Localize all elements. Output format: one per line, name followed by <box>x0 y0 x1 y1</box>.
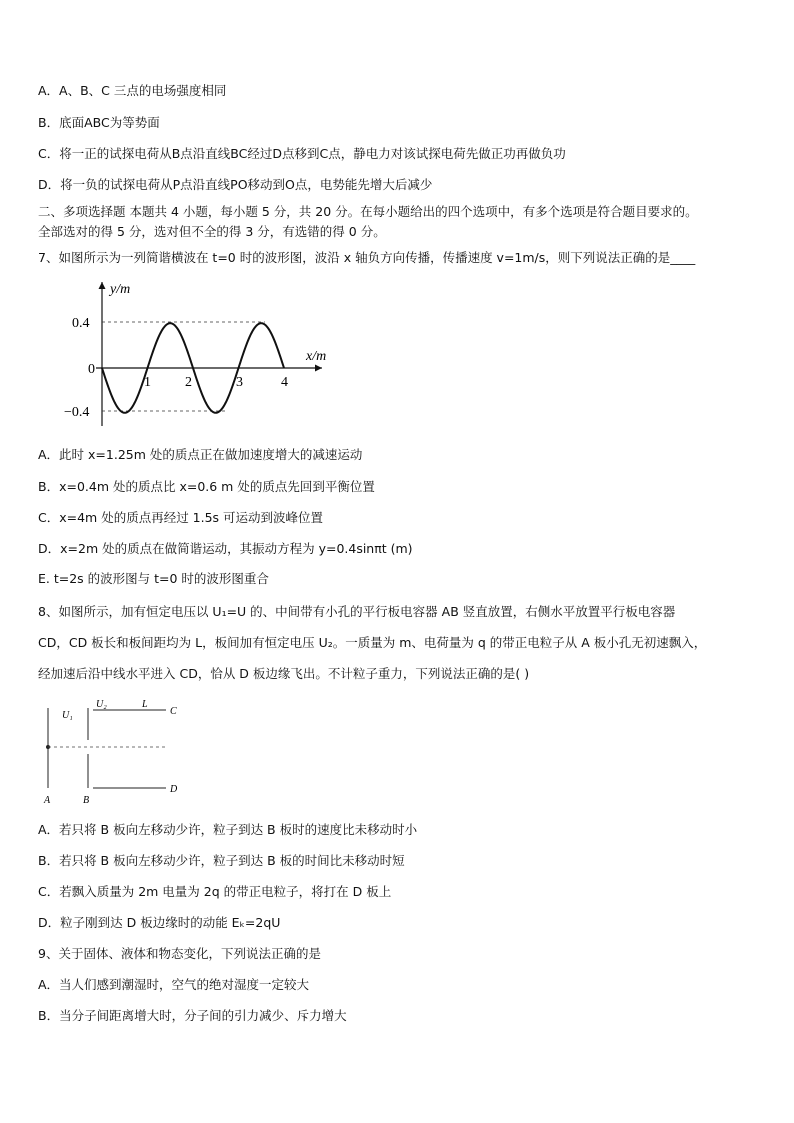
q6-option-d: D．将一负的试探电荷从P点沿直线PO移动到O点，电势能先增大后减少 <box>38 177 433 192</box>
q9-option-a: A．当人们感到潮湿时，空气的绝对湿度一定较大 <box>38 977 310 992</box>
x-tick-2: 2 <box>185 375 192 390</box>
label-a: A <box>44 795 51 806</box>
capacitor-figure <box>38 700 198 810</box>
x-axis-label: x/m <box>306 349 327 364</box>
q6-option-a: A．A、B、C 三点的电场强度相同 <box>38 83 227 98</box>
q6-option-c: C．将一正的试探电荷从B点沿直线BC经过D点移到C点，静电力对该试探电荷先做正功再做负功 <box>38 146 566 161</box>
q7-stem: 7、如图所示为一列简谐横波在 t=0 时的波形图，波沿 x 轴负方向传播，传播速度 v=1m/s，则下列说法正确的是____ <box>38 250 696 265</box>
x-tick-1: 1 <box>144 375 151 390</box>
q8-stem-line3: 经加速后沿中线水平进入 CD，恰从 D 板边缘飞出。不计粒子重力，下列说法正确的是( ) <box>38 666 530 681</box>
q8-option-c: C．若飘入质量为 2m 电量为 2q 的带正电粒子，将打在 D 板上 <box>38 884 392 899</box>
q7-option-c: C．x=4m 处的质点再经过 1.5s 可运动到波峰位置 <box>38 510 324 525</box>
label-b: B <box>83 795 90 806</box>
q7-option-a: A．此时 x=1.25m 处的质点正在做加速度增大的减速运动 <box>38 447 363 462</box>
q6-option-b: B．底面ABC为等势面 <box>38 115 160 130</box>
label-u2: U₂ <box>96 700 107 710</box>
q8-option-b: B．若只将 B 板向左移动少许，粒子到达 B 板的时间比未移动时短 <box>38 853 405 868</box>
y-tick-0.4: 0.4 <box>72 316 90 331</box>
section-heading: 二、多项选择题 本题共 4 小题，每小题 5 分，共 20 分。在每小题给出的四个选项中，有多个选项是符合题目要求的。 <box>38 204 698 219</box>
x-tick-4: 4 <box>281 375 288 390</box>
x-tick-3: 3 <box>236 375 243 390</box>
q8-option-d: D．粒子刚到达 D 板边缘时的动能 Eₖ=2qU <box>38 915 281 930</box>
q8-option-a: A．若只将 B 板向左移动少许，粒子到达 B 板时的速度比未移动时小 <box>38 822 418 837</box>
y-axis-label: y/m <box>110 282 131 297</box>
q8-stem-line1: 8、如图所示，加有恒定电压以 U₁=U 的、中间带有小孔的平行板电容器 AB 竖直放置，右侧水平放置平行板电容器 <box>38 604 676 619</box>
label-u1: U₁ <box>62 710 73 721</box>
q7-option-d: D．x=2m 处的质点在做简谐运动，其振动方程为 y=0.4sinπt (m) <box>38 541 413 556</box>
label-c: C <box>170 706 177 717</box>
q7-option-e: E. t=2s 的波形图与 t=0 时的波形图重合 <box>38 571 269 586</box>
q9-option-b: B．当分子间距离增大时，分子间的引力减少、斥力增大 <box>38 1008 347 1023</box>
y-tick-0: 0 <box>88 362 95 377</box>
q9-stem: 9、关于固体、液体和物态变化，下列说法正确的是 <box>38 946 321 961</box>
label-l: L <box>142 700 148 710</box>
y-tick-neg0.4: −0.4 <box>64 405 90 420</box>
q8-stem-line2: CD，CD 板长和板间距均为 L，板间加有恒定电压 U₂。一质量为 m、电荷量为 q 的带正电粒子从 A 板小孔无初速飘入， <box>38 635 707 650</box>
section-heading-cont: 全部选对的得 5 分，选对但不全的得 3 分，有选错的得 0 分。 <box>38 224 386 239</box>
label-d: D <box>170 784 178 795</box>
q7-option-b: B．x=0.4m 处的质点比 x=0.6 m 处的质点先回到平衡位置 <box>38 479 375 494</box>
wave-graph <box>60 276 340 436</box>
